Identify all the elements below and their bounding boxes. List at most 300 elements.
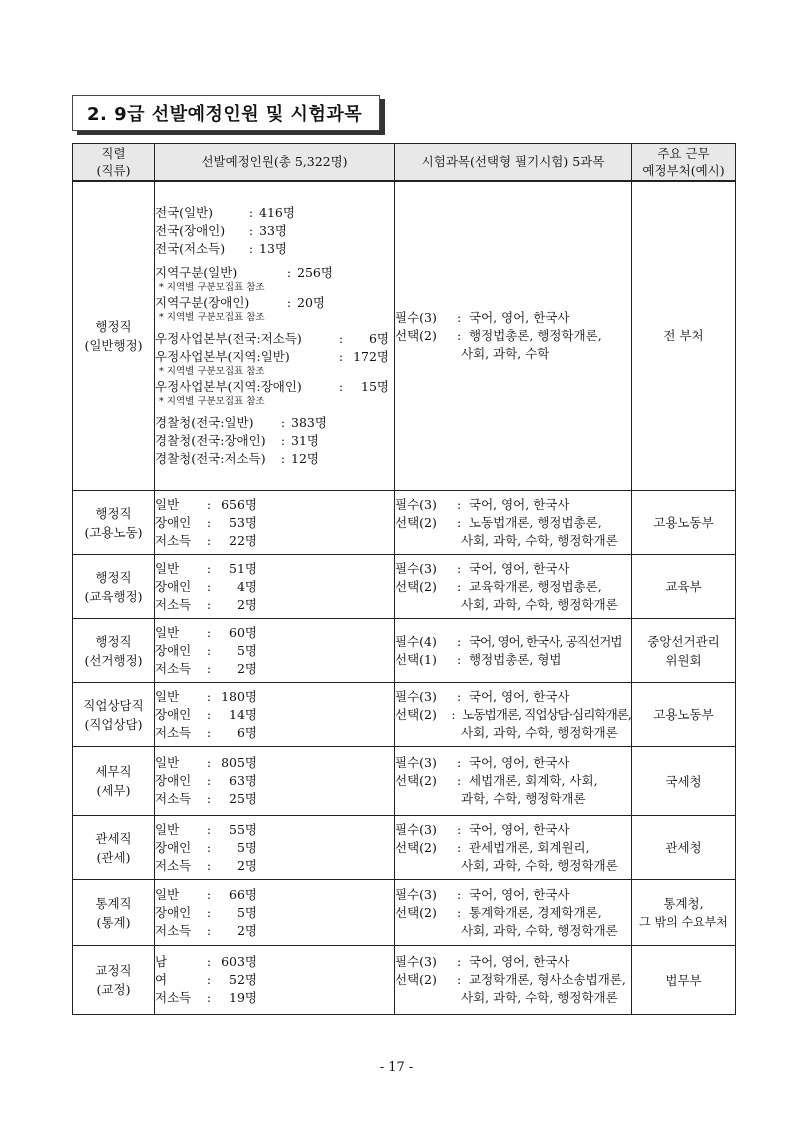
quota-line: [155, 706, 394, 724]
quota-line: [155, 857, 394, 875]
quota-separator: :: [206, 904, 212, 920]
table-row: [73, 816, 736, 880]
quota-number: 51명: [229, 560, 257, 576]
quota-separator: :: [206, 642, 212, 658]
subject-prefix: 필수(3): [395, 688, 437, 704]
section-title: 2. 9급 선발예정인원 및 시험과목: [87, 104, 363, 125]
header-quota: 선발예정인원(총 5,322명): [155, 144, 395, 181]
job-line: 교정직: [95, 963, 132, 978]
dept-cell: [632, 555, 736, 619]
quota-separator: :: [206, 706, 212, 722]
quota-separator: :: [280, 450, 286, 466]
quota-number: 2명: [236, 857, 257, 873]
job-line: (세무): [96, 783, 131, 798]
subject-text: 노동법개론, 행정법총론,: [469, 514, 602, 530]
quota-cell: [155, 816, 395, 880]
quota-number: 172명: [353, 348, 389, 364]
subject-text: 국어, 영어, 한국사: [469, 954, 570, 969]
quota-number: 55명: [229, 821, 257, 837]
quota-label: 장애인: [155, 514, 192, 530]
dept-cell: [632, 747, 736, 816]
quota-label: 일반: [155, 496, 180, 512]
quota-note: * 지역별 구분모집표 참조: [159, 311, 265, 323]
table-row: [73, 555, 736, 619]
quota-line: [155, 348, 394, 366]
quota-line: [155, 790, 394, 808]
quota-separator: :: [280, 414, 286, 430]
quota-separator: :: [248, 240, 254, 256]
quota-number: 14명: [229, 706, 257, 722]
subject-line: [395, 971, 631, 989]
subject-line: [395, 886, 631, 904]
quota-label: 장애인: [155, 839, 192, 855]
job-cell: [73, 491, 155, 555]
subject-separator: :: [457, 496, 462, 512]
subjects-cell: [395, 747, 632, 816]
quota-number: 22명: [229, 532, 257, 548]
subject-line: [395, 560, 631, 578]
quota-number: 6명: [236, 724, 257, 740]
quota-number: 15명: [361, 378, 389, 394]
subject-separator: :: [457, 327, 462, 343]
quota-label: 장애인: [155, 642, 192, 658]
subject-separator: :: [457, 821, 462, 837]
quota-label: 저소득: [155, 922, 192, 938]
quota-number: 13명: [259, 240, 287, 256]
quota-line: [155, 330, 394, 348]
quota-line: [155, 414, 394, 432]
quota-number: 52명: [229, 972, 257, 987]
quota-line: [155, 294, 394, 312]
subjects-cell: [395, 491, 632, 555]
subject-line: [395, 839, 631, 857]
quota-number: 19명: [229, 990, 257, 1005]
quota-line: [155, 904, 394, 922]
quota-number: 383명: [291, 414, 327, 430]
quota-line: [155, 514, 394, 532]
quota-number: 805명: [221, 755, 257, 770]
quota-separator: :: [286, 294, 292, 310]
header-subjects: 시험과목(선택형 필기시험) 5과목: [395, 144, 632, 181]
quota-separator: :: [206, 578, 212, 594]
job-line: 행정직: [95, 569, 132, 585]
quota-line: [155, 724, 394, 742]
job-line: (고용노동): [84, 524, 143, 540]
subject-prefix: 필수(3): [395, 309, 437, 325]
quota-label: 저소득: [155, 791, 192, 806]
quota-separator: :: [206, 839, 212, 855]
quota-label: 전국(저소득): [155, 240, 226, 256]
quota-number: 20명: [297, 294, 325, 310]
dept-cell: [632, 683, 736, 747]
job-line: 관세직: [95, 830, 132, 846]
quota-label: 저소득: [155, 596, 192, 612]
subject-text: 통계학개론, 경제학개론,: [469, 904, 602, 920]
dept-line: 교육부: [665, 579, 702, 594]
dept-line: 고용노동부: [653, 707, 714, 722]
quota-label: 여: [155, 972, 168, 987]
quota-separator: :: [280, 432, 286, 448]
quota-line: [155, 432, 394, 450]
dept-cell: [632, 946, 736, 1015]
subject-separator: :: [457, 954, 462, 969]
dept-cell: [632, 880, 736, 946]
quota-label: 경찰청(전국:저소득): [155, 450, 266, 466]
quota-cell: [155, 181, 395, 491]
subject-text: 교육학개론, 행정법총론,: [469, 578, 602, 594]
subject-text: 국어, 영어, 한국사: [469, 886, 570, 902]
quota-separator: :: [286, 264, 292, 280]
quota-separator: :: [338, 330, 344, 346]
subject-separator: :: [457, 309, 462, 325]
subjects-cell: [395, 816, 632, 880]
quota-separator: :: [206, 660, 212, 676]
quota-number: 603명: [221, 954, 257, 969]
subject-prefix: 필수(3): [395, 496, 437, 512]
job-cell: [73, 555, 155, 619]
subject-line: [395, 821, 631, 839]
subject-text: 국어, 영어, 한국사: [469, 821, 570, 837]
subject-prefix: 필수(3): [395, 954, 437, 969]
subject-text: 국어, 영어, 한국사: [469, 496, 570, 512]
subject-line: [395, 772, 631, 790]
table-row: [73, 683, 736, 747]
job-line: 세무직: [95, 764, 132, 779]
subject-prefix: 선택(2): [395, 972, 437, 987]
quota-note: * 지역별 구분모집표 참조: [159, 281, 265, 293]
job-line: 행정직: [95, 633, 132, 649]
quota-separator: :: [248, 222, 254, 238]
quota-cell: [155, 619, 395, 683]
quota-number: 5명: [236, 642, 257, 658]
quota-label: 일반: [155, 755, 180, 770]
quota-line: [155, 578, 394, 596]
quota-number: 416명: [259, 204, 295, 220]
quota-separator: :: [206, 688, 212, 704]
subject-prefix: 선택(1): [395, 651, 437, 667]
quota-cell: [155, 946, 395, 1015]
quota-separator: :: [338, 348, 344, 364]
table-row: [73, 880, 736, 946]
job-cell: [73, 747, 155, 816]
dept-cell: [632, 619, 736, 683]
subject-prefix: 선택(2): [395, 839, 437, 855]
quota-label: 일반: [155, 624, 180, 640]
quota-number: 5명: [236, 839, 257, 855]
quota-number: 5명: [236, 904, 257, 920]
quota-label: 장애인: [155, 578, 192, 594]
quota-label: 장애인: [155, 706, 192, 722]
quota-separator: :: [206, 532, 212, 548]
quota-line: [155, 839, 394, 857]
quota-cell: [155, 880, 395, 946]
subjects-cell: [395, 946, 632, 1015]
table-row: [73, 619, 736, 683]
subject-line: [395, 904, 631, 922]
subject-line: [395, 688, 631, 706]
subject-continuation: 사회, 과학, 수학, 행정학개론: [461, 857, 618, 873]
quota-line: [155, 754, 394, 772]
quota-label: 지역구분(일반): [155, 264, 238, 280]
subject-prefix: 필수(3): [395, 755, 437, 770]
subject-separator: :: [457, 633, 462, 649]
subject-text: 세법개론, 회계학, 사회,: [469, 773, 598, 788]
quota-label: 저소득: [155, 724, 192, 740]
job-line: (선거행정): [84, 652, 143, 668]
subject-line: [395, 633, 631, 651]
subject-separator: :: [457, 514, 462, 530]
subjects-cell: [395, 555, 632, 619]
subjects-cell: [395, 619, 632, 683]
subject-prefix: 선택(2): [395, 578, 437, 594]
job-cell: [73, 880, 155, 946]
subject-line: [395, 651, 631, 669]
quota-number: 2명: [236, 922, 257, 938]
header-row: [73, 144, 736, 181]
subject-separator: :: [457, 560, 462, 576]
dept-line: 법무부: [665, 972, 702, 988]
job-line: (통계): [96, 914, 131, 930]
subject-continuation: 사회, 과학, 수학, 행정학개론: [461, 532, 618, 548]
quota-label: 일반: [155, 560, 180, 576]
quota-number: 2명: [236, 596, 257, 612]
job-cell: [73, 619, 155, 683]
quota-separator: :: [206, 791, 212, 806]
subject-continuation: 사회, 과학, 수학, 행정학개론: [461, 990, 618, 1005]
dept-line: 관세청: [665, 840, 702, 855]
quota-number: 656명: [221, 496, 257, 512]
quota-label: 일반: [155, 886, 180, 902]
table-row: [73, 491, 736, 555]
quota-separator: :: [206, 773, 212, 788]
quota-separator: :: [206, 886, 212, 902]
subject-prefix: 선택(2): [395, 514, 437, 530]
quota-separator: :: [206, 514, 212, 530]
job-line: (교정): [96, 982, 131, 997]
quota-label: 저소득: [155, 532, 192, 548]
subject-prefix: 선택(2): [395, 706, 437, 722]
quota-cell: [155, 555, 395, 619]
quota-label: 경찰청(전국:일반): [155, 414, 254, 430]
quota-line: [155, 821, 394, 839]
quota-separator: :: [206, 990, 212, 1005]
section-title-box: [72, 95, 380, 131]
quota-label: 일반: [155, 688, 180, 704]
page-number: - 17 -: [379, 1060, 414, 1075]
subject-separator: :: [457, 578, 462, 594]
quota-cell: [155, 747, 395, 816]
quota-line: [155, 264, 394, 282]
dept-line: 그 밖의 수요부처: [639, 914, 728, 929]
subject-line: [395, 578, 631, 596]
subject-continuation: 사회, 과학, 수학, 행정학개론: [461, 596, 618, 612]
dept-line: 전 부처: [663, 328, 704, 344]
quota-separator: :: [206, 755, 212, 770]
job-line: 행정직: [95, 318, 132, 334]
quota-separator: :: [338, 378, 344, 394]
quota-number: 6명: [368, 330, 389, 346]
quota-number: 53명: [229, 514, 257, 530]
subject-line: [395, 514, 631, 532]
quota-cell: [155, 683, 395, 747]
subject-text: 교정학개론, 형사소송법개론,: [469, 972, 626, 987]
dept-line: 통계청,: [663, 895, 704, 911]
quota-line: [155, 886, 394, 904]
table-row: [73, 181, 736, 491]
subject-separator: :: [457, 688, 462, 704]
quota-label: 장애인: [155, 904, 192, 920]
quota-line: [155, 596, 394, 614]
quota-line: [155, 922, 394, 940]
quota-label: 전국(일반): [155, 204, 214, 220]
subject-separator: :: [457, 755, 462, 770]
header-dept: 주요 근무 예정부처(예시): [632, 144, 736, 181]
table-row: [73, 747, 736, 816]
quota-line: [155, 642, 394, 660]
subject-separator: :: [451, 706, 456, 722]
job-line: 행정직: [95, 505, 132, 521]
subject-continuation: 사회, 과학, 수학: [461, 345, 550, 361]
subject-continuation: 과학, 수학, 행정학개론: [461, 791, 586, 806]
subject-continuation: 사회, 과학, 수학, 행정학개론: [461, 724, 618, 740]
quota-label: 저소득: [155, 857, 192, 873]
subject-text: 국어, 영어, 한국사, 공직선거법: [469, 633, 622, 649]
dept-cell: [632, 181, 736, 491]
quota-line: [155, 532, 394, 550]
quota-number: 2명: [236, 660, 257, 676]
quota-line: [155, 772, 394, 790]
quota-separator: :: [206, 496, 212, 512]
quota-separator: :: [206, 922, 212, 938]
subject-prefix: 선택(2): [395, 327, 437, 343]
job-cell: [73, 946, 155, 1015]
job-cell: [73, 816, 155, 880]
table-row: [73, 946, 736, 1015]
dept-line: 위원회: [665, 652, 702, 668]
subject-separator: :: [457, 651, 462, 667]
quota-number: 12명: [291, 450, 319, 466]
quota-separator: :: [206, 821, 212, 837]
recruitment-table: [72, 143, 736, 1015]
subject-line: [395, 327, 631, 345]
quota-separator: :: [206, 624, 212, 640]
subject-line: [395, 496, 631, 514]
quota-number: 180명: [221, 688, 257, 704]
dept-cell: [632, 491, 736, 555]
quota-cell: [155, 491, 395, 555]
quota-label: 장애인: [155, 773, 192, 788]
job-line: (직업상담): [84, 716, 143, 732]
job-line: (교육행정): [84, 588, 143, 604]
job-line: (관세): [96, 849, 131, 865]
quota-label: 경찰청(전국:장애인): [155, 432, 266, 448]
subject-text: 국어, 영어, 한국사: [469, 688, 570, 704]
subject-text: 행정법총론, 행정학개론,: [469, 327, 602, 343]
subject-text: 국어, 영어, 한국사: [469, 309, 570, 325]
quota-line: [155, 624, 394, 642]
subject-line: [395, 309, 631, 327]
quota-line: [155, 971, 394, 989]
quota-label: 저소득: [155, 660, 192, 676]
quota-line: [155, 240, 394, 258]
subject-line: [395, 953, 631, 971]
job-cell: [73, 181, 155, 491]
quota-label: 남: [155, 954, 168, 969]
subject-prefix: 선택(2): [395, 904, 437, 920]
subjects-cell: [395, 181, 632, 491]
quota-label: 우정사업본부(지역:일반): [155, 348, 290, 364]
quota-line: [155, 953, 394, 971]
subject-prefix: 선택(2): [395, 773, 437, 788]
quota-separator: :: [206, 972, 212, 987]
quota-separator: :: [206, 724, 212, 740]
subject-separator: :: [457, 972, 462, 987]
table-body: [73, 181, 736, 1015]
quota-separator: :: [248, 204, 254, 220]
quota-line: [155, 222, 394, 240]
quota-separator: :: [206, 596, 212, 612]
subjects-cell: [395, 683, 632, 747]
job-line: 통계직: [95, 895, 132, 911]
quota-label: 우정사업본부(전국:저소득): [155, 330, 302, 346]
dept-cell: [632, 816, 736, 880]
subjects-cell: [395, 880, 632, 946]
quota-line: [155, 660, 394, 678]
subject-separator: :: [457, 904, 462, 920]
subject-prefix: 필수(3): [395, 821, 437, 837]
quota-separator: :: [206, 560, 212, 576]
quota-line: [155, 204, 394, 222]
quota-number: 256명: [297, 264, 333, 280]
quota-line: [155, 560, 394, 578]
dept-line: 국세청: [665, 773, 702, 789]
subject-continuation: 사회, 과학, 수학, 행정학개론: [461, 922, 618, 938]
job-line: 직업상담직: [83, 697, 144, 713]
quota-line: [155, 989, 394, 1007]
quota-label: 지역구분(장애인): [155, 294, 250, 310]
subject-separator: :: [457, 773, 462, 788]
subject-separator: :: [457, 839, 462, 855]
quota-number: 4명: [236, 578, 257, 594]
subject-line: [395, 706, 631, 724]
dept-line: 중앙선거관리: [647, 633, 720, 649]
quota-number: 33명: [259, 222, 287, 238]
subject-prefix: 필수(3): [395, 560, 437, 576]
quota-line: [155, 496, 394, 514]
quota-number: 31명: [291, 432, 319, 448]
quota-note: * 지역별 구분모집표 참조: [159, 395, 265, 407]
quota-separator: :: [206, 954, 212, 969]
quota-number: 25명: [229, 791, 257, 806]
dept-line: 고용노동부: [653, 515, 714, 530]
job-line: (일반행정): [84, 337, 143, 353]
subject-text: 국어, 영어, 한국사: [469, 560, 570, 576]
subject-line: [395, 754, 631, 772]
subject-text: 노동법개론, 직업상담·심리학개론,: [462, 706, 631, 722]
quota-label: 일반: [155, 821, 180, 837]
subject-text: 관세법개론, 회계원리,: [469, 839, 590, 855]
quota-label: 전국(장애인): [155, 222, 226, 238]
quota-note: * 지역별 구분모집표 참조: [159, 365, 265, 377]
subject-text: 행정법총론, 형법: [469, 651, 562, 667]
quota-separator: :: [206, 857, 212, 873]
quota-line: [155, 378, 394, 396]
subject-prefix: 필수(3): [395, 886, 437, 902]
quota-label: 우정사업본부(지역:장애인): [155, 378, 302, 394]
header-job: 직렬 (직류): [73, 144, 155, 181]
subject-separator: :: [457, 886, 462, 902]
quota-number: 60명: [229, 624, 257, 640]
